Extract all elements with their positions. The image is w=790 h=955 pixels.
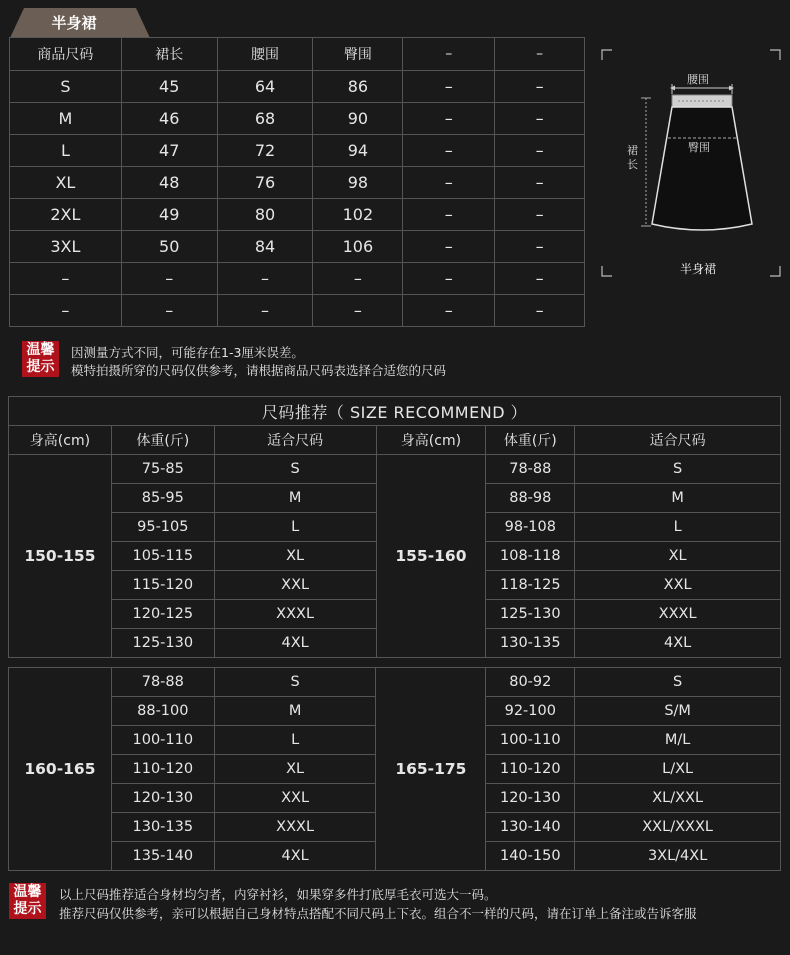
size-chart-cell: 2XL (10, 199, 122, 231)
fit-size-cell: XXL (214, 571, 376, 600)
size-chart-cell: – (121, 295, 217, 327)
size-chart-cell: 45 (121, 71, 217, 103)
size-chart-cell: XL (10, 167, 122, 199)
fit-size-cell: S/M (575, 697, 781, 726)
header-cell: 腰围 (217, 38, 313, 71)
fit-size-cell: M (214, 484, 376, 513)
size-chart-cell: – (403, 167, 495, 199)
weight-cell: 100-110 (486, 726, 575, 755)
fit-size-cell: L/XL (575, 755, 781, 784)
recommend-title: 尺码推荐（ SIZE RECOMMEND ） (9, 397, 781, 426)
size-chart-cell: – (403, 295, 495, 327)
size-chart-cell: – (495, 295, 585, 327)
fit-size-cell: XL/XXL (575, 784, 781, 813)
recommend-title-row (9, 397, 781, 426)
header-cell: 商品尺码 (10, 38, 122, 71)
tab-label: 半身裙 (51, 14, 97, 32)
fit-size-cell: XXL/XXXL (575, 813, 781, 842)
fit-size-cell: XL (214, 542, 376, 571)
weight-cell: 125-130 (111, 629, 214, 658)
size-chart-cell: – (495, 263, 585, 295)
fit-size-cell: XXL (575, 571, 781, 600)
size-chart-cell: – (403, 135, 495, 167)
size-chart-row (10, 199, 585, 231)
size-chart-cell: S (10, 71, 122, 103)
weight-cell: 100-110 (111, 726, 214, 755)
header-cell: 身高(cm) (376, 426, 486, 455)
recommend-header-row (9, 426, 781, 455)
size-chart-cell: – (217, 263, 313, 295)
header-cell: 体重(斤) (111, 426, 214, 455)
size-chart-cell: – (495, 167, 585, 199)
weight-cell: 125-130 (486, 600, 575, 629)
size-chart-cell: 47 (121, 135, 217, 167)
weight-cell: 140-150 (486, 842, 575, 871)
weight-cell: 88-98 (486, 484, 575, 513)
size-chart-cell: – (495, 103, 585, 135)
hip-label: 臀围 (688, 141, 710, 154)
fit-size-cell: S (214, 455, 376, 484)
header-cell: 裙长 (121, 38, 217, 71)
size-chart-cell: – (313, 263, 403, 295)
fit-size-cell: L (214, 513, 376, 542)
tip-badge-line: 温馨 (13, 884, 42, 900)
size-chart-cell: 94 (313, 135, 403, 167)
header-cell: 臀围 (313, 38, 403, 71)
weight-cell: 78-88 (486, 455, 575, 484)
size-chart-cell: 64 (217, 71, 313, 103)
size-recommend-table-2 (8, 667, 781, 871)
fit-size-cell: 4XL (214, 629, 376, 658)
size-chart-row (10, 231, 585, 263)
size-chart-cell: 48 (121, 167, 217, 199)
tip-badge (22, 341, 59, 377)
weight-cell: 85-95 (111, 484, 214, 513)
weight-cell: 118-125 (486, 571, 575, 600)
header-cell: 体重(斤) (486, 426, 575, 455)
size-chart-cell: – (403, 71, 495, 103)
size-chart-cell: 68 (217, 103, 313, 135)
size-chart-cell: 106 (313, 231, 403, 263)
size-chart-row (10, 263, 585, 295)
weight-cell: 120-130 (486, 784, 575, 813)
fit-size-cell: M (214, 697, 376, 726)
size-chart-cell: 98 (313, 167, 403, 199)
size-chart-cell: L (10, 135, 122, 167)
size-chart-cell: – (403, 263, 495, 295)
height-range-cell: 165-175 (376, 668, 486, 871)
size-chart-cell: – (10, 295, 122, 327)
size-chart-cell: 50 (121, 231, 217, 263)
size-chart-cell: 86 (313, 71, 403, 103)
size-chart-row (10, 295, 585, 327)
size-chart-cell: – (495, 199, 585, 231)
skirt-diagram (598, 46, 784, 280)
weight-cell: 110-120 (111, 755, 214, 784)
size-chart-cell: 84 (217, 231, 313, 263)
fit-size-cell: 4XL (214, 842, 376, 871)
weight-cell: 95-105 (111, 513, 214, 542)
header-cell: 身高(cm) (9, 426, 112, 455)
tip-text-line: 因测量方式不同，可能存在1-3厘米误差。 (71, 345, 304, 360)
size-chart-cell: 90 (313, 103, 403, 135)
fit-size-cell: XL (214, 755, 376, 784)
size-chart-cell: – (10, 263, 122, 295)
header-cell: – (495, 38, 585, 71)
header-cell: 适合尺码 (575, 426, 781, 455)
height-range-cell: 160-165 (9, 668, 112, 871)
tip-badge-line: 提示 (26, 359, 55, 375)
weight-cell: 130-135 (486, 629, 575, 658)
height-range-cell: 150-155 (9, 455, 112, 658)
height-range-cell: 155-160 (376, 455, 486, 658)
length-label-2: 长 (627, 158, 638, 171)
size-chart-header-row (10, 38, 585, 71)
size-chart-row (10, 135, 585, 167)
weight-cell: 92-100 (486, 697, 575, 726)
header-cell: – (403, 38, 495, 71)
size-chart-table (9, 37, 585, 327)
fit-size-cell: 3XL/4XL (575, 842, 781, 871)
fit-size-cell: S (575, 455, 781, 484)
weight-cell: 130-135 (111, 813, 214, 842)
size-chart-row (10, 71, 585, 103)
header-cell: 适合尺码 (214, 426, 376, 455)
recommend-row (9, 455, 781, 484)
fit-size-cell: L (214, 726, 376, 755)
weight-cell: 115-120 (111, 571, 214, 600)
recommend-row (9, 668, 781, 697)
fit-size-cell: XL (575, 542, 781, 571)
size-chart-row (10, 167, 585, 199)
weight-cell: 88-100 (111, 697, 214, 726)
tip-text-line: 推荐尺码仅供参考，亲可以根据自己身材特点搭配不同尺码上下衣。组合不一样的尺码，请在订单上备注或告诉客服 (59, 906, 697, 921)
size-chart-cell: 49 (121, 199, 217, 231)
weight-cell: 108-118 (486, 542, 575, 571)
weight-cell: 80-92 (486, 668, 575, 697)
size-chart-cell: – (403, 231, 495, 263)
tip-badge-line: 提示 (13, 901, 42, 917)
waist-label: 腰围 (687, 73, 709, 86)
tip-badge (9, 883, 46, 919)
size-chart-cell: – (403, 199, 495, 231)
weight-cell: 75-85 (111, 455, 214, 484)
weight-cell: 105-115 (111, 542, 214, 571)
size-chart-cell: – (403, 103, 495, 135)
size-chart-cell: 72 (217, 135, 313, 167)
weight-cell: 130-140 (486, 813, 575, 842)
size-chart-cell: 3XL (10, 231, 122, 263)
size-chart-cell: – (495, 71, 585, 103)
size-chart-cell: 76 (217, 167, 313, 199)
tip-text-line: 模特拍摄所穿的尺码仅供参考，请根据商品尺码表选择合适您的尺码 (71, 363, 447, 378)
fit-size-cell: S (214, 668, 376, 697)
size-chart-row (10, 103, 585, 135)
fit-size-cell: M/L (575, 726, 781, 755)
size-chart-cell: – (121, 263, 217, 295)
tip-badge-line: 温馨 (26, 342, 55, 358)
weight-cell: 78-88 (111, 668, 214, 697)
fit-size-cell: S (575, 668, 781, 697)
diagram-caption: 半身裙 (680, 262, 717, 276)
size-chart-cell: – (217, 295, 313, 327)
fit-size-cell: 4XL (575, 629, 781, 658)
size-chart-cell: – (495, 231, 585, 263)
tip-text-line: 以上尺码推荐适合身材均匀者，内穿衬衫，如果穿多件打底厚毛衣可选大一码。 (59, 887, 497, 902)
length-label-1: 裙 (627, 144, 638, 157)
weight-cell: 110-120 (486, 755, 575, 784)
size-recommend-table (8, 396, 781, 658)
weight-cell: 120-130 (111, 784, 214, 813)
size-chart-cell: M (10, 103, 122, 135)
size-chart-cell: 102 (313, 199, 403, 231)
fit-size-cell: M (575, 484, 781, 513)
weight-cell: 98-108 (486, 513, 575, 542)
fit-size-cell: L (575, 513, 781, 542)
weight-cell: 120-125 (111, 600, 214, 629)
size-chart-cell: – (495, 135, 585, 167)
fit-size-cell: XXXL (214, 813, 376, 842)
fit-size-cell: XXL (214, 784, 376, 813)
fit-size-cell: XXXL (214, 600, 376, 629)
fit-size-cell: XXXL (575, 600, 781, 629)
size-chart-cell: – (313, 295, 403, 327)
weight-cell: 135-140 (111, 842, 214, 871)
size-chart-cell: 46 (121, 103, 217, 135)
section-tab (10, 8, 150, 38)
size-chart-cell: 80 (217, 199, 313, 231)
